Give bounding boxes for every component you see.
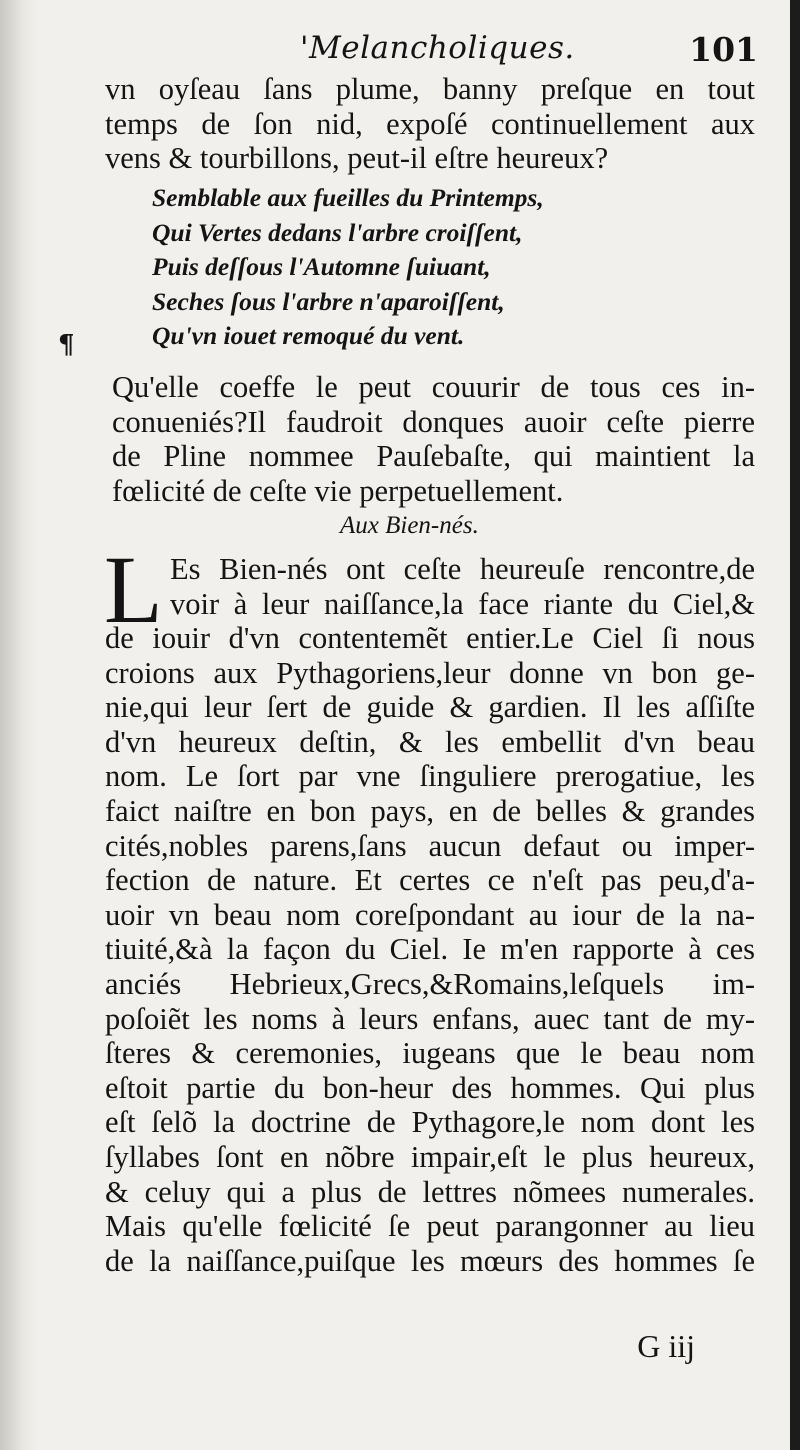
marginal-mark: ¶ — [58, 330, 75, 360]
page-gutter-shadow — [0, 0, 40, 1450]
text-line: ſyllabes ſont en nõbre impair,eſt le plus heureux, — [105, 1139, 755, 1174]
verse-line: Qu'vn iouet remoqué du vent. — [152, 321, 465, 351]
section-heading: Aux Bien-nés. — [340, 512, 479, 539]
page-header — [300, 30, 758, 72]
verse-line: Puis deſſous l'Automne ſuiuant, — [152, 252, 491, 282]
text-line: eſtoit partie du bon-heur des hommes. Qui plus — [105, 1070, 755, 1105]
text-line: voir à leur naiſſance,la face riante du Ciel,& — [170, 586, 755, 621]
text-line: de iouir d'vn contentemẽt entier.Le Ciel ſi nous — [105, 621, 755, 655]
text-line: nom. Le ſort par vne ſinguliere prerogatiue, les — [105, 759, 755, 794]
text-line: conueniés?Il faudroit donques auoir ceſte pierre — [112, 404, 755, 439]
text-line: Es Bien-nés ont ceſte heureuſe rencontre,de — [170, 552, 755, 586]
text-line: de Pline nommee Pauſebaſte, qui maintient la — [112, 439, 755, 474]
paragraph-3 — [105, 621, 755, 1278]
verse-line: Seches ſous l'arbre n'aparoiſſent, — [152, 286, 505, 316]
text-line: cités,nobles parens,ſans aucun defaut ou imper- — [105, 828, 755, 863]
drop-capital: L — [104, 536, 163, 643]
paragraph-2 — [112, 370, 755, 508]
text-line: uoir vn beau nom coreſpondant au iour de la na- — [105, 897, 755, 932]
text-line: fœlicité de ceſte vie perpetuellement. — [112, 473, 564, 508]
paragraph-continued — [105, 72, 755, 176]
text-line: poſoiẽt les noms à leurs enfans, auec tant de my- — [105, 1001, 755, 1036]
paragraph-3-opening — [170, 552, 755, 621]
text-line: de la naiſſance,puiſque les mœurs des hommes ſe — [105, 1243, 755, 1278]
text-line: nie,qui leur ſert de guide & gardien. Il les aſſiſte — [105, 690, 755, 725]
verse-line: Qui Vertes dedans l'arbre croiſſent, — [152, 217, 523, 247]
text-line: & celuy qui a plus de lettres nõmees numerales. — [105, 1174, 755, 1209]
text-line: anciés Hebrieux,Grecs,&Romains,leſquels im- — [105, 966, 755, 1001]
text-line: vens & tourbillons, peut-il eſtre heureux? — [105, 141, 609, 176]
text-line: tiuité,&à la façon du Ciel. Ie m'en rapporte à ces — [105, 932, 755, 967]
text-line: ſteres & ceremonies, iugeans que le beau nom — [105, 1036, 755, 1071]
text-line: croions aux Pythagoriens,leur donne vn bon ge- — [105, 655, 755, 690]
text-line: Mais qu'elle fœlicité ſe peut parangonner au lieu — [105, 1209, 755, 1244]
text-line: faict naiſtre en bon pays, en de belles & grandes — [105, 793, 755, 828]
text-line: fection de nature. Et certes ce n'eſt pas peu,d'a- — [105, 863, 755, 898]
text-line: eſt ſelõ la doctrine de Pythagore,le nom dont les — [105, 1105, 755, 1140]
running-head: 'Melancholiques. — [300, 30, 575, 66]
text-line: vn oyſeau ſans plume, banny preſque en tout — [105, 72, 755, 106]
verse-block — [152, 180, 632, 353]
text-line: Qu'elle coeffe le peut couurir de tous ces in- — [112, 370, 755, 404]
text-line: temps de ſon nid, expoſé continuellement aux — [105, 106, 755, 141]
verse-line: Semblable aux fueilles du Printemps, — [152, 183, 544, 212]
signature-mark: G iij — [637, 1328, 695, 1364]
text-line: d'vn heureux deſtin, & les embellit d'vn beau — [105, 724, 755, 759]
page-number: 101 — [689, 30, 758, 69]
